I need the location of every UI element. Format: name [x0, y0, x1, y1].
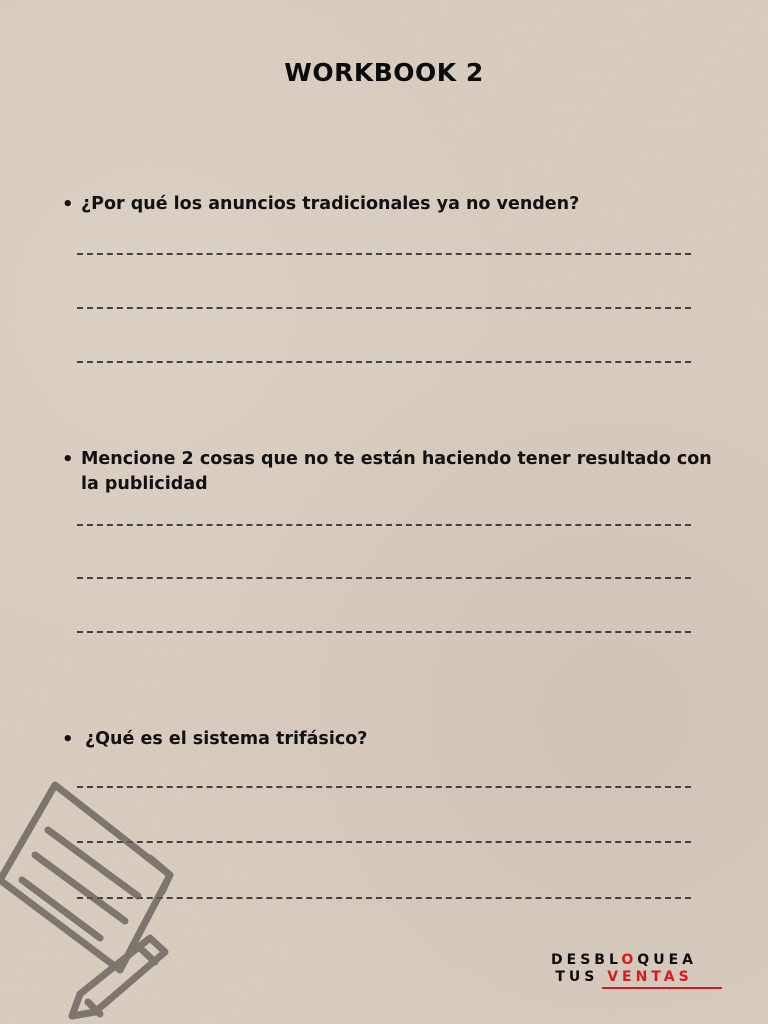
bullet: • — [62, 194, 74, 215]
logo-accent-text: VENTAS — [607, 969, 693, 985]
notepad-pencil-icon — [0, 770, 190, 1024]
brand-logo — [516, 952, 732, 989]
logo-text-part: TUS — [555, 969, 608, 985]
page-title: WORKBOOK 2 — [284, 58, 484, 87]
bullet: • — [62, 729, 74, 750]
answer-line[interactable] — [77, 253, 691, 255]
logo-underline — [602, 987, 722, 989]
answer-line[interactable] — [77, 631, 691, 633]
logo-line-2 — [516, 969, 732, 986]
logo-text-part: DESBL — [551, 952, 622, 968]
answer-line[interactable] — [77, 524, 691, 526]
question-2 — [62, 447, 712, 497]
question-1-text: ¿Por qué los anuncios tradicionales ya no venden? — [81, 194, 580, 214]
answer-line[interactable] — [77, 307, 691, 309]
logo-text-part: QUEA — [637, 952, 697, 968]
bullet: • — [62, 449, 74, 470]
logo-line-1 — [516, 952, 732, 969]
answer-line[interactable] — [77, 577, 691, 579]
lock-icon: O — [621, 952, 638, 968]
question-1 — [62, 192, 712, 217]
question-3 — [62, 727, 712, 752]
question-3-text: ¿Qué es el sistema trifásico? — [85, 729, 368, 749]
question-2-text: Mencione 2 cosas que no te están haciendo tener resultado con la publicidad — [81, 449, 712, 494]
answer-line[interactable] — [77, 361, 691, 363]
